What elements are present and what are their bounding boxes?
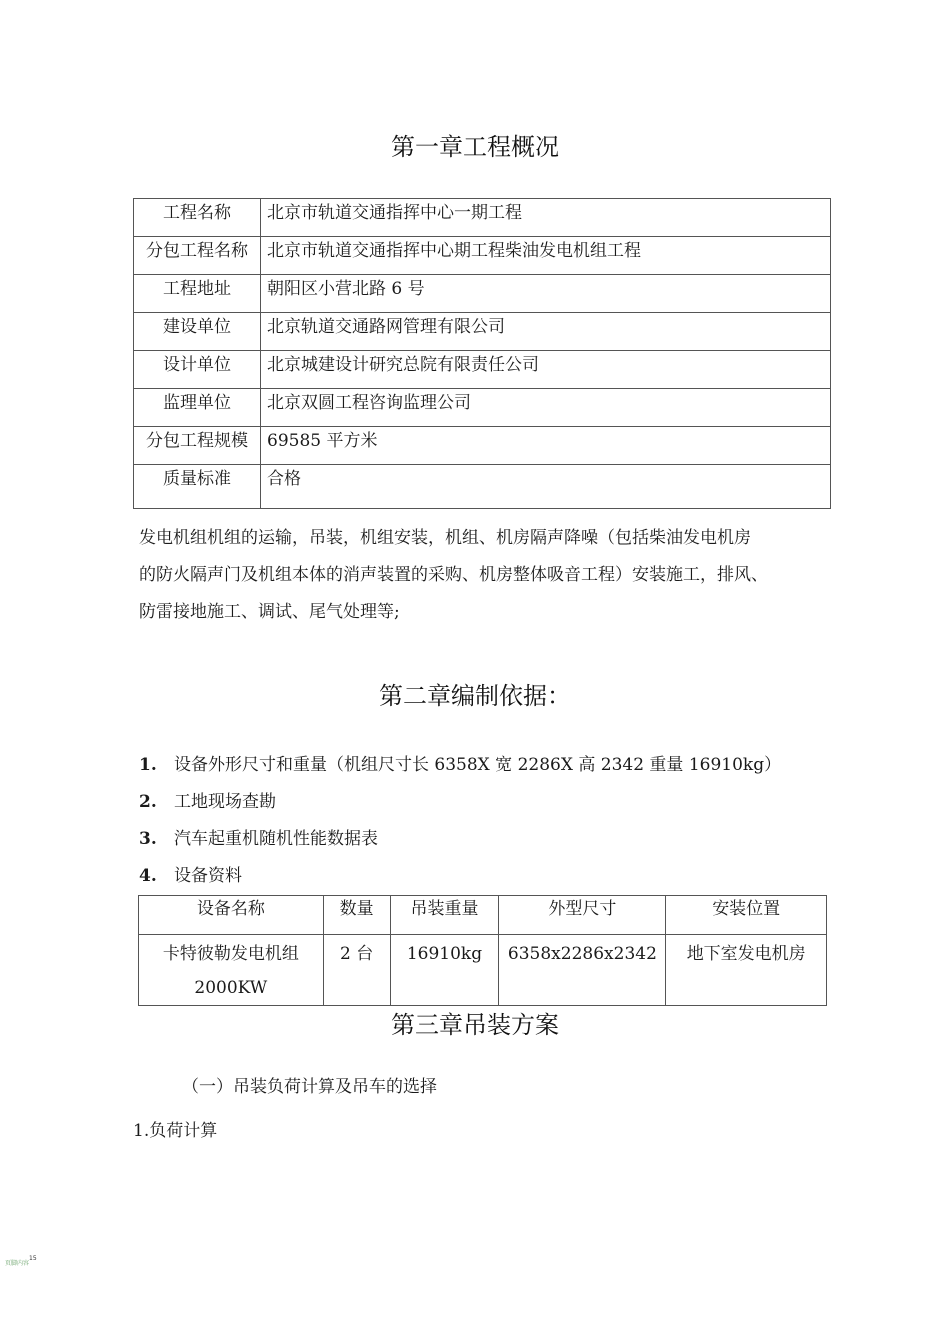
chapter3-title: 第三章吊装方案 xyxy=(391,1011,559,1039)
scope-line: 防雷接地施工、调试、尾气处理等; xyxy=(139,602,400,622)
weight-cell: 16910kg xyxy=(390,935,499,1006)
info-value: 北京市轨道交通指挥中心一期工程 xyxy=(261,199,831,237)
subsection-heading: （一）吊装负荷计算及吊车的选择 xyxy=(182,1077,437,1097)
column-header: 数量 xyxy=(323,896,390,935)
table-row xyxy=(134,389,831,427)
info-value: 69585 平方米 xyxy=(261,427,831,465)
info-value: 北京城建设计研究总院有限责任公司 xyxy=(261,351,831,389)
table-row xyxy=(134,465,831,509)
column-header: 外型尺寸 xyxy=(499,896,666,935)
list-text: 设备外形尺寸和重量（机组尺寸长 6358X 宽 2286X 高 2342 重量 16910kg） xyxy=(174,755,782,775)
info-value: 朝阳区小营北路 6 号 xyxy=(261,275,831,313)
chapter2-title: 第二章编制依据： xyxy=(379,682,571,710)
table-row xyxy=(134,275,831,313)
quantity-cell: 2 台 xyxy=(323,935,390,1006)
info-value: 北京双圆工程咨询监理公司 xyxy=(261,389,831,427)
info-label: 质量标准 xyxy=(134,465,261,509)
scope-paragraph xyxy=(139,520,839,631)
chapter1-title: 第一章工程概况 xyxy=(391,133,559,161)
table-row xyxy=(139,935,827,1006)
list-text: 汽车起重机随机性能数据表 xyxy=(174,829,378,849)
equipment-name-cell xyxy=(139,935,324,1006)
info-label: 监理单位 xyxy=(134,389,261,427)
column-header: 设备名称 xyxy=(139,896,324,935)
list-item xyxy=(139,787,781,824)
list-item xyxy=(139,824,781,861)
list-text: 设备资料 xyxy=(174,866,242,886)
info-value: 合格 xyxy=(261,465,831,509)
table-row xyxy=(134,427,831,465)
list-item xyxy=(139,861,781,898)
list-number: 2. xyxy=(139,792,157,812)
info-label: 建设单位 xyxy=(134,313,261,351)
page-number: 15 xyxy=(29,1255,37,1262)
info-label: 设计单位 xyxy=(134,351,261,389)
column-header: 安装位置 xyxy=(666,896,827,935)
table-row xyxy=(134,237,831,275)
list-number: 1. xyxy=(139,755,157,775)
info-value: 北京轨道交通路网管理有限公司 xyxy=(261,313,831,351)
table-row xyxy=(134,199,831,237)
scope-line: 的防火隔声门及机组本体的消声装置的采购、机房整体吸音工程）安装施工，排风、 xyxy=(139,565,768,585)
equipment-name: 卡特彼勒发电机组 xyxy=(162,944,299,964)
equipment-table xyxy=(138,895,827,1006)
info-label: 工程名称 xyxy=(134,199,261,237)
info-label: 分包工程规模 xyxy=(134,427,261,465)
info-label: 工程地址 xyxy=(134,275,261,313)
table-row xyxy=(134,351,831,389)
list-item xyxy=(139,750,781,787)
project-info-table xyxy=(133,198,831,509)
location-cell: 地下室发电机房 xyxy=(666,935,827,1006)
column-header: 吊装重量 xyxy=(390,896,499,935)
list-text: 工地现场查勘 xyxy=(174,792,276,812)
equipment-model: 2000KW xyxy=(194,978,268,998)
info-value: 北京市轨道交通指挥中心期工程柴油发电机组工程 xyxy=(261,237,831,275)
list-number: 4. xyxy=(139,866,157,886)
size-cell: 6358x2286x2342 xyxy=(499,935,666,1006)
info-label: 分包工程名称 xyxy=(134,237,261,275)
scope-line: 发电机组机组的运输，吊装，机组安装，机组、机房隔声降噪（包括柴油发电机房 xyxy=(139,528,751,548)
list-number: 3. xyxy=(139,829,157,849)
table-row xyxy=(134,313,831,351)
table-header-row xyxy=(139,896,827,935)
basis-list xyxy=(139,750,781,898)
page-footer xyxy=(5,1255,37,1267)
footer-mark: 页脚内容 xyxy=(5,1260,30,1267)
subsection-item: 1.负荷计算 xyxy=(133,1121,218,1141)
